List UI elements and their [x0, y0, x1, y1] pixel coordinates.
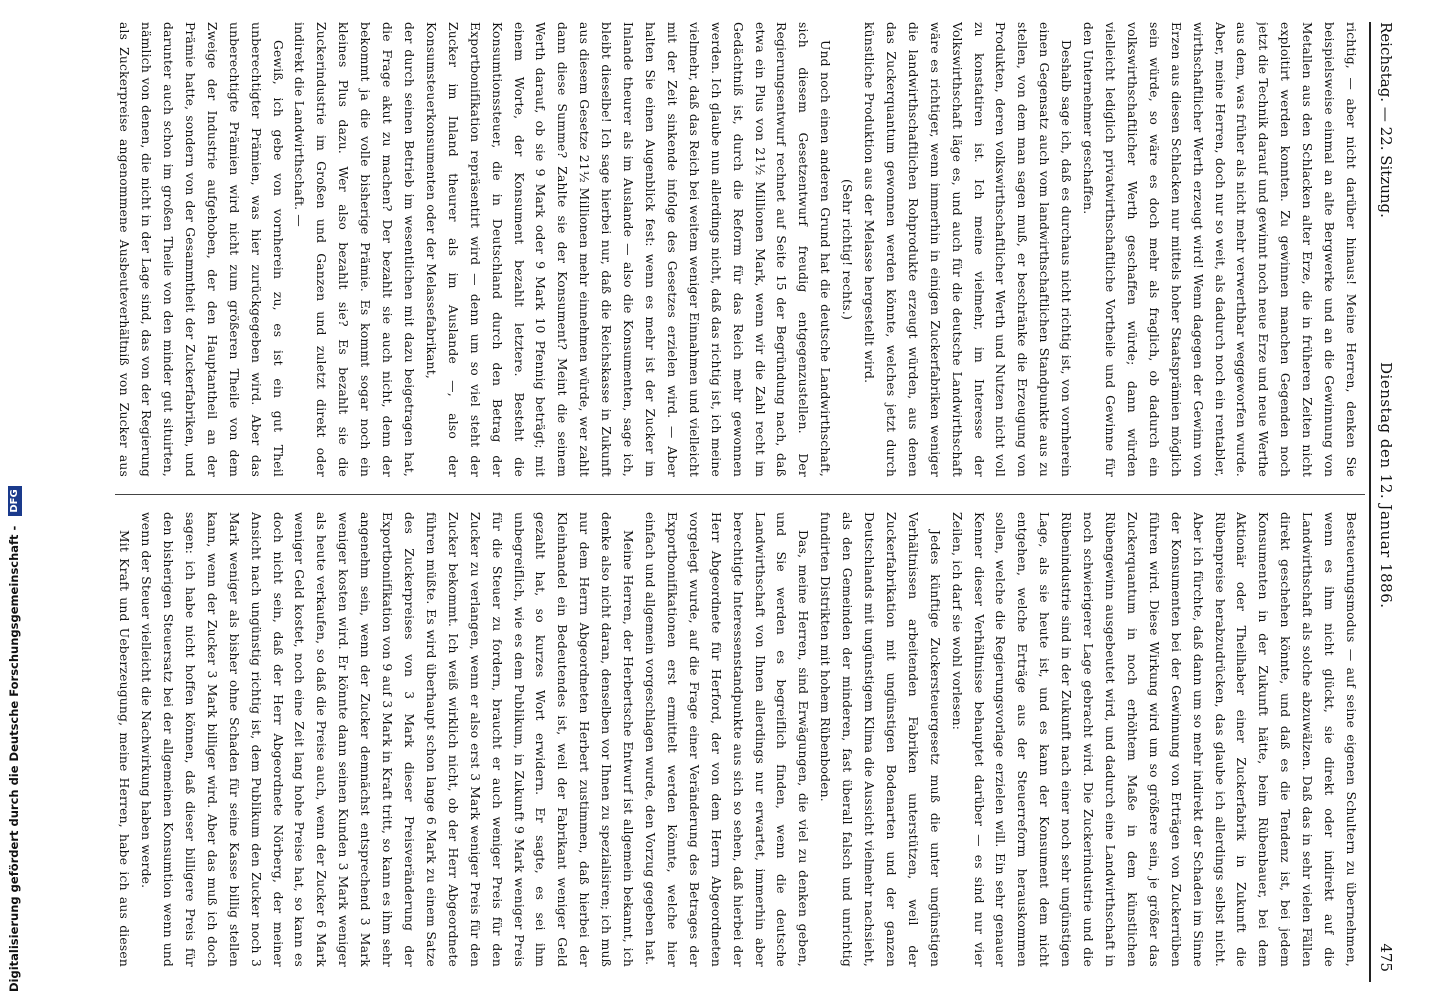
paragraph: Mit Kraft und Ueberzeugung, meine Herren, habe ich aus diesen — [117, 530, 132, 967]
paragraph: richtig, — aber nicht darüber hinaus! Meine Herren, denken Sie beispielsweise einmal an alte Bergwerke und an die Gewinnung von Metallen aus den Schlacken alter Erze, die in früheren Zeiten nicht exploitirt werden konnten. Zu gewinnen manchen Gegenden noch jetzt die Technik darauf und gewinnt noch neue Erze und neue Werthe aus dem, was früher als nicht mehr verwerthbar weggeworfen wurde. Aber, meine Herren, doch nur so weit, als dadurch noch ein rentabler, wirthschaftlicher Werth erzeugt wird! Wenn dagegen der Gewinn von Erzen aus diesen Schlacken nur mittels hoher Staatsprämien möglich sein würde, so wäre es doch mehr als fraglich, ob dadurch ein volkswirthschaftlicher Werth geschaffen würde; dann würden vielleicht lediglich privatwirthschaftliche Vortheile und Gewinne für den Unternehmer geschaffen. — [1081, 22, 1358, 477]
digitization-credit — [0, 0, 28, 1000]
quotation: Jedes künftige Zuckersteuergesetz muß die unter ungünstigen Verhältnissen arbeitenden Fabriken unterstützen, weil der Zuckerfabrikation mit ungünstigen Bodenarten und der ganzen Deutschlands mit ungünstigem Klima die Aussicht vielmehr nachsieht, als den Gemeinden der minderen, fast überall falsch und unrichtig fundirten Distrikten mit hohem Rübenboden. — [818, 512, 942, 967]
left-column — [111, 22, 1361, 477]
header-date: Dienstag den 12. Januar 1886. — [1377, 362, 1395, 609]
dfg-logo: DFG — [8, 486, 22, 515]
interjection: (Sehr richtig! rechts.) — [840, 179, 855, 320]
column-divider — [115, 494, 1365, 495]
digitization-credit-strip — [0, 0, 28, 1000]
paragraph: Und noch einen anderen Grund hat die deutsche Landwirthschaft, sich diesem Gesetzentwurf freudig entgegenzustellen. Der Regierungsentwurf rechnet auf Seite 15 der Begründung nach, daß etwa ein Plus von 21½ Millionen Mark, wenn wir die Zahl recht im Gedächtniß ist, durch die Reform für das Reich mehr gewonnen werden. Ich glaube nun allerdings nicht, daß das richtig ist, ich meine vielmehr, daß das Reich bei weitem weniger Einnahmen und vielleicht mit der Zeit sinkende infolge des Gesetzes erzielen wird. — Aber halten Sie einen Augenblick fest: wenn es mehr ist der Zucker im Inlande theurer als im Auslande — also die Konsumenten, sage ich, bleibt dieselbe! Ich sage hierbei nur, daß die Reichskasse in Zukunft aus diesem Gesetze 21½ Millionen mehr einnehmen würde, wer zahlt dann diese Summe? Zahlte sie der Konsument? Meint die seinem Werth darauf, ob sie 9 Mark oder 9 Mark 10 Pfennig beträgt; mit einem Worte, der Konsument bezahlt letztere. Besteht die Konsumtionssteuer, die in Deutschland durch den Betrag der Exportbonifikation repräsentirt wird — denn um so viel steht der Zucker im Inland theurer als im Auslande —, also der Konsumsteuerkonsumenten oder der Melassefabrikant, — [423, 22, 833, 477]
paragraph: Besteuerungsmodus — auf seine eigenen Schultern zu übernehmen, wenn es ihm nicht glückt, sie direkt oder indirekt auf die Landwirthschaft als solche abzuwälzen. Daß das in sehr vielen Fällen direkt geschehen könnte, und daß es die Tendenz ist, bei jedem Konsumenten in der Zukunft hätte, beim Rübenbauer, bei dem Aktionär oder Theilhaber einer Zuckerfabrik in Zukunft die Rübenpreise herabzudrücken, das glaube ich allerdings selbst nicht. Aber ich fürchte, daß dann um so mehr indirekt der Schaden im Sinne der Konsumenten bei der Gewinnung von Erträgen von Zuckerrüben führen wird. Diese Wirkung wird um so größere sein, je größer das Zuckerquantum in noch erhöhtem Maße in dem künstlichen Rübengewinn ausgebeutet wird, und dadurch eine Landwirthschaft in noch schwierigerer Lage gebracht wird. Die Zuckerindustrie und die Rübenindustrie sind in der Zukunft nach einer noch sehr ungünstigen Lage, als sie heute ist, und es kann der Konsument dem nicht entgehen, welche Erträge aus der Steuerreform herauskommen sollen, welche die Regierungsvorlage erzielen will. Ein sehr genauer Kenner dieser Verhältnisse behauptet darüber — es sind nur vier Zeilen, ich darf sie wohl vorlesen: — [949, 512, 1358, 967]
page-number: 475 — [1377, 943, 1395, 972]
paragraph: Meine Herren, der Herbertsche Entwurf ist allgemein bekannt, ich denke also nicht daran, denselben vor Ihnen zu spezialisiren; ich muß nur dem Herrn Abgeordneten Herbert zustimmen, daß hierbei der Kleinhandel ein Bedeutendes ist, weil der Fabrikant weniger Geld gezahlt hat, so kurzes Wort erwidern. Er sagte, es sei ihm unbegreiflich, wie es dem Publikum, in Zukunft 9 Mark weniger Preis für die Steuer zu fordern, braucht er auch weniger Preis für den Zucker zu verlangen, wenn er also erst 3 Mark weniger Preis für den Zucker bekommt. Ich weiß wirklich nicht, ob der Herr Abgeordnete führen müßte. Es wird überhaupt schon lange 6 Mark zu einem Satze des Zuckerpreises von 3 Mark dieser Preisveränderung der Exportbonifikation von 9 auf 3 Mark in Kraft tritt, so kann es ihm sehr angenehm sein, wenn der Zucker demnächst entsprechend 3 Mark weniger kosten wird. Er könnte dann seinen Kunden 3 Mark weniger als heute verkaufen, so daß die Preise auch, wenn der Zucker 6 Mark weniger Geld kostet, noch eine Zeit lang hohe Preise hat, so kann es doch nicht sein, daß der Herr Abgeordnete Nörberg, der meiner Ansicht nach ungünstig richtig ist, dem Publikum den Zucker noch 3 Mark weniger als bisher ohne Schaden für seine Kasse billig stellen kann, wenn der Zucker 3 Mark billiger wird. Aber das muß ich doch sagen: ich habe nicht hoffen können, daß dieser billigere Preis für den bisherigen Steuersatz bei der allgemeinen Konsumtion wenn und wenn der Steuer vielleicht die Nachwirkung haben werde. — [139, 512, 636, 967]
running-header — [1369, 22, 1395, 982]
paragraph: Das, meine Herren, sind Erwägungen, die viel zu denken geben, und Sie werden es begreiflich finden, wenn die deutsche Landwirthschaft von Ihnen allerdings nur erwartet, immerhin aber berechtigte Interessenstandpunkte aus sich so sehen, daß hierbei der Herr Abgeordnete für Herford, der von dem Herrn Abgeordneten vorgelegt wurde, auf die Frage einer Veränderung des Betrages der Exportbonifikationen erst ermittelt werden könnte, welche hier einfach und allgemein vorgeschlagen wurde, den Vorzug gegeben hat. — [643, 512, 811, 967]
header-left: Reichstag. — 22. Sitzung. — [1377, 22, 1395, 218]
right-column — [111, 512, 1361, 967]
rotated-page-content — [95, 0, 1425, 1000]
paragraph: Deshalb sage ich, daß es durchaus nicht richtig ist, von vornherein einen Gegensatz auch vom landwirthschaftlichen Standpunkte aus zu stellen, von dem man sagen muß, er beschränke die Erzeugung von Produkten, deren volkswirthschaftlicher Werth und Nutzen nicht voll zu konstatiren ist. Ich meine vielmehr, im Interesse der Volkswirthschaft läge es, und auch für die deutsche Landwirthschaft wäre es richtiger, wenn immerhin in einigen Zuckerfabriken weniger die landwirthschaftlichen Rohprodukte erzeugt würden, aus denen das Zuckerquantum gewonnen werden könnte, welches jetzt durch künstliche Produktion aus der Melasse hergestellt wird. — [862, 22, 1074, 477]
credit-text: Digitalisierung gefördert durch die Deutsche Forschungsgemeinschaft - — [7, 525, 21, 992]
paragraph: Gewiß, ich gebe von vornherein zu, es ist ein gut Theil unberechtigter Prämien, was hier zurückgegeben wird. Aber das unberechtigte Prämien wird nicht zum größeren Theile von dem Zweige der Industrie aufgehoben, der den Hauptantheil an der Prämie hatte, sondern von der Gesammtheit der Zuckerfabriken, und darunter auch schon im großen Theile von den minder gut situirten, nämlich von denen, die nicht in der Lage sind, das von der Regierung als Zuckerpreise angenommene Ausbeuteverhältniß von Zucker aus — [117, 22, 285, 477]
paragraph: der durch seinen Betrieb im wesentlichen mit dazu beigetragen hat, die Frage akut zu machen? Der bezahlt sie auch nicht, denn der bekommt ja die volle bisherige Prämie. Es kommt sogar noch ein kleines Plus dazu. Wer also bezahlt sie? Es bezahlt sie die Zuckerindustrie im Großen und Ganzen und zuletzt direkt oder indirekt die Landwirthschaft. — — [292, 22, 417, 477]
